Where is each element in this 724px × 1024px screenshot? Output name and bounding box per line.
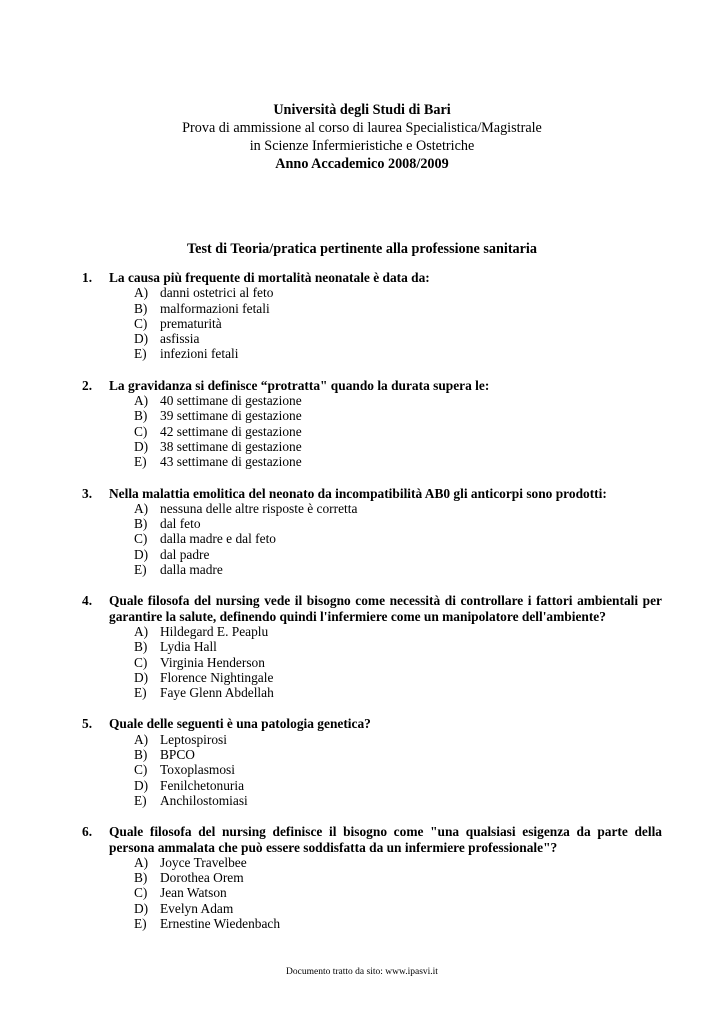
answer-option — [134, 516, 662, 531]
document-header — [0, 101, 724, 173]
question-number: 1. — [82, 270, 93, 285]
answer-option — [134, 501, 662, 516]
answer-options — [134, 501, 662, 577]
answer-option — [134, 870, 662, 885]
question — [82, 486, 662, 578]
question — [82, 593, 662, 700]
option-text: 43 settimane di gestazione — [160, 454, 302, 470]
answer-option — [134, 670, 662, 685]
option-text: Jean Watson — [160, 885, 227, 901]
option-text: Ernestine Wiedenbach — [160, 915, 281, 931]
answer-option — [134, 547, 662, 562]
answer-option — [134, 685, 662, 700]
option-text: infezioni fetali — [160, 346, 239, 362]
option-letter: B) — [134, 747, 148, 763]
answer-option — [134, 778, 662, 793]
question-text: Nella malattia emolitica del neonato da incompatibilità AB0 gli anticorpi sono prodotti: — [109, 485, 607, 501]
option-text: 42 settimane di gestazione — [160, 423, 302, 439]
option-text: Evelyn Adam — [160, 900, 234, 916]
answer-option — [134, 408, 662, 423]
option-letter: E) — [134, 562, 147, 578]
answer-option — [134, 747, 662, 762]
answer-option — [134, 855, 662, 870]
option-text: dal padre — [160, 546, 210, 562]
answer-option — [134, 624, 662, 639]
option-text: 40 settimane di gestazione — [160, 393, 302, 409]
test-title: Test di Teoria/pratica pertinente alla professione sanitaria — [187, 241, 537, 257]
question-text: La gravidanza si definisce “protratta" quando la durata supera le: — [109, 377, 490, 393]
answer-option — [134, 793, 662, 808]
option-letter: B) — [134, 300, 148, 316]
answer-option — [134, 424, 662, 439]
option-letter: C) — [134, 654, 148, 670]
option-letter: C) — [134, 315, 148, 331]
option-letter: B) — [134, 870, 148, 886]
option-text: 39 settimane di gestazione — [160, 408, 302, 424]
option-letter: C) — [134, 885, 148, 901]
option-letter: E) — [134, 792, 147, 808]
option-text: nessuna delle altre risposte è corretta — [160, 500, 358, 516]
option-letter: E) — [134, 915, 147, 931]
question — [82, 824, 662, 931]
question-number: 3. — [82, 485, 93, 501]
option-text: Dorothea Orem — [160, 870, 244, 886]
option-letter: D) — [134, 669, 149, 685]
university-name: Università degli Studi di Bari — [273, 102, 451, 118]
answer-options — [134, 624, 662, 700]
answer-option — [134, 762, 662, 777]
question — [82, 270, 662, 362]
answer-option — [134, 316, 662, 331]
option-text: BPCO — [160, 747, 195, 763]
answer-option — [134, 916, 662, 931]
answer-options — [134, 732, 662, 808]
answer-options — [134, 855, 662, 931]
answer-option — [134, 439, 662, 454]
option-text: Florence Nightingale — [160, 669, 274, 685]
option-text: Leptospirosi — [160, 731, 227, 747]
answer-option — [134, 901, 662, 916]
answer-option — [134, 346, 662, 361]
option-text: danni ostetrici al feto — [160, 285, 274, 301]
option-text: Hildegard E. Peaplu — [160, 623, 269, 639]
answer-option — [134, 454, 662, 469]
option-text: prematurità — [160, 315, 222, 331]
option-text: Fenilchetonuria — [160, 777, 245, 793]
option-letter: A) — [134, 393, 149, 409]
question — [82, 716, 662, 808]
option-letter: E) — [134, 685, 147, 701]
option-letter: D) — [134, 331, 149, 347]
option-letter: D) — [134, 777, 149, 793]
option-text: Faye Glenn Abdellah — [160, 685, 274, 701]
answer-option — [134, 331, 662, 346]
option-letter: A) — [134, 854, 149, 870]
question-text: Quale filosofa del nursing definisce il bisogno come "una qualsiasi esigenza da parte della persona ammalata che può essere soddisfatta da un infermiere professionale"? — [109, 824, 662, 855]
exam-description: Prova di ammissione al corso di laurea Specialistica/Magistrale — [182, 120, 542, 136]
answer-option — [134, 639, 662, 654]
question-list — [82, 270, 662, 947]
option-letter: D) — [134, 438, 149, 454]
option-text: dal feto — [160, 516, 201, 532]
option-letter: C) — [134, 423, 148, 439]
option-text: Joyce Travelbee — [160, 854, 247, 870]
answer-option — [134, 655, 662, 670]
answer-option — [134, 531, 662, 546]
option-letter: A) — [134, 500, 149, 516]
answer-options — [134, 393, 662, 469]
answer-option — [134, 562, 662, 577]
question-text: Quale filosofa del nursing vede il bisogno come necessità di controllare i fattori ambientali per garantire la salute, definendo quindi l'infermiere come un manipolatore dell'ambiente? — [109, 593, 662, 624]
option-text: Anchilostomiasi — [160, 792, 248, 808]
option-letter: B) — [134, 408, 148, 424]
option-text: Toxoplasmosi — [160, 762, 235, 778]
question-text: La causa più frequente di mortalità neonatale è data da: — [109, 270, 430, 285]
option-letter: D) — [134, 900, 149, 916]
answer-option — [134, 301, 662, 316]
option-text: asfissia — [160, 331, 200, 347]
option-text: dalla madre e dal feto — [160, 531, 276, 547]
question-number: 5. — [82, 716, 93, 732]
question-number: 2. — [82, 377, 93, 393]
answer-option — [134, 885, 662, 900]
option-letter: E) — [134, 454, 147, 470]
question-number: 4. — [82, 593, 93, 609]
course-name: in Scienze Infermieristiche e Ostetriche — [249, 138, 475, 154]
answer-options — [134, 285, 662, 361]
option-letter: B) — [134, 639, 148, 655]
question-number: 6. — [82, 824, 93, 840]
option-text: Lydia Hall — [160, 639, 217, 655]
option-text: Virginia Henderson — [160, 654, 265, 670]
answer-option — [134, 732, 662, 747]
option-letter: A) — [134, 623, 149, 639]
option-letter: A) — [134, 285, 149, 301]
option-letter: A) — [134, 731, 149, 747]
option-letter: B) — [134, 516, 148, 532]
option-letter: D) — [134, 546, 149, 562]
source-footer: Documento tratto da sito: www.ipasvi.it — [286, 967, 438, 977]
academic-year: Anno Accademico 2008/2009 — [275, 156, 449, 172]
question-text: Quale delle seguenti è una patologia genetica? — [109, 716, 371, 732]
option-letter: C) — [134, 762, 148, 778]
answer-option — [134, 393, 662, 408]
option-letter: C) — [134, 531, 148, 547]
option-text: 38 settimane di gestazione — [160, 438, 302, 454]
question — [82, 378, 662, 470]
option-text: malformazioni fetali — [160, 300, 270, 316]
answer-option — [134, 285, 662, 300]
option-letter: E) — [134, 346, 147, 362]
option-text: dalla madre — [160, 562, 223, 578]
